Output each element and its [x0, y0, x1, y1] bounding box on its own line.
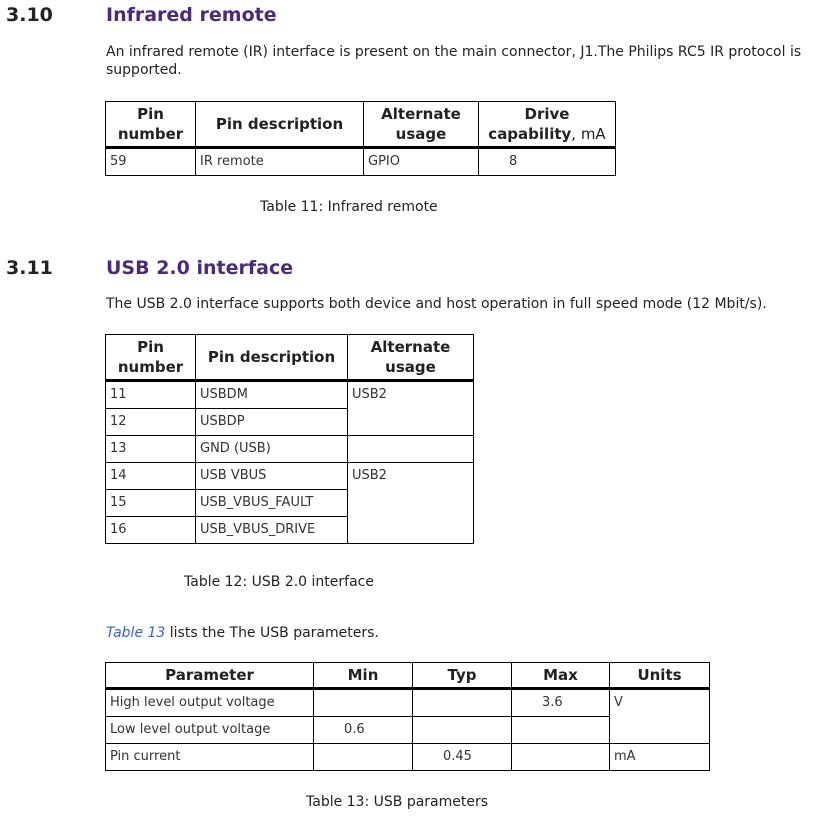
table-cell: Low level output voltage: [106, 717, 314, 744]
table-cell: 15: [106, 490, 196, 517]
col-header-pin-description: Pin description: [196, 102, 364, 148]
col-header-min: Min: [314, 663, 413, 689]
table-cell: GPIO: [364, 148, 479, 176]
table-cell: USB2: [348, 463, 474, 490]
usb-params-table: [105, 662, 710, 771]
table-cell: USB_VBUS_DRIVE: [196, 517, 348, 544]
table-row: [106, 409, 474, 436]
drive-capability-label: Drive capability: [488, 105, 572, 143]
table-cell: 8: [479, 148, 616, 176]
table-caption: Table 12: USB 2.0 interface: [184, 574, 374, 590]
table-row: [106, 463, 474, 490]
section-title: Infrared remote: [106, 4, 277, 26]
table-row: [106, 148, 616, 176]
table-cell: 16: [106, 517, 196, 544]
col-header-max: Max: [512, 663, 610, 689]
table-cell: [512, 717, 610, 744]
ir-table: [105, 101, 616, 176]
table-cell: 11: [106, 381, 196, 409]
table-row: [106, 744, 710, 771]
usb-table: [105, 334, 474, 544]
table-cell: 3.6: [512, 689, 610, 717]
section-number: 3.10: [6, 4, 53, 26]
col-header-drive-capability: [479, 102, 616, 148]
table-row: [106, 689, 710, 717]
col-header-alternate-usage: Alternate usage: [364, 102, 479, 148]
table-cell: USBDM: [196, 381, 348, 409]
table-row: [106, 381, 474, 409]
table-cell: [610, 717, 710, 744]
table-cell: [348, 409, 474, 436]
table-cell: 59: [106, 148, 196, 176]
drive-capability-unit: , mA: [571, 125, 606, 143]
col-header-pin-description: Pin description: [196, 335, 348, 381]
table-cell: [413, 689, 512, 717]
table-cell: [348, 436, 474, 463]
intro-text: lists the The USB parameters.: [165, 625, 379, 641]
table-row: [106, 717, 710, 744]
table-cell: [512, 744, 610, 771]
col-header-pin-number: Pin number: [106, 335, 196, 381]
table-cell: [348, 517, 474, 544]
table-cell: USB2: [348, 381, 474, 409]
table-cell: mA: [610, 744, 710, 771]
col-header-alternate-usage: Alternate usage: [348, 335, 474, 381]
table-cell: USBDP: [196, 409, 348, 436]
table-cell: GND (USB): [196, 436, 348, 463]
section-paragraph: The USB 2.0 interface supports both device and host operation in full speed mode (12 Mbit/s).: [106, 296, 767, 312]
intro-paragraph: [106, 624, 379, 642]
table-cell: [348, 490, 474, 517]
section-number: 3.11: [6, 257, 53, 279]
table-cell: [413, 717, 512, 744]
table-cell: [314, 744, 413, 771]
table-13-link[interactable]: Table 13: [106, 625, 166, 641]
table-cell: Pin current: [106, 744, 314, 771]
table-cell: IR remote: [196, 148, 364, 176]
table-cell: High level output voltage: [106, 689, 314, 717]
col-header-typ: Typ: [413, 663, 512, 689]
table-cell: 14: [106, 463, 196, 490]
section-title: USB 2.0 interface: [106, 257, 294, 279]
col-header-parameter: Parameter: [106, 663, 314, 689]
table-cell: USB VBUS: [196, 463, 348, 490]
table-caption: Table 11: Infrared remote: [260, 199, 438, 215]
table-cell: 12: [106, 409, 196, 436]
table-cell: 0.6: [314, 717, 413, 744]
col-header-units: Units: [610, 663, 710, 689]
table-row: [106, 517, 474, 544]
table-row: [106, 436, 474, 463]
table-caption: Table 13: USB parameters: [306, 794, 489, 810]
table-row: [106, 490, 474, 517]
table-cell: USB_VBUS_FAULT: [196, 490, 348, 517]
col-header-pin-number: Pin number: [106, 102, 196, 148]
table-cell: 0.45: [413, 744, 512, 771]
section-paragraph: An infrared remote (IR) interface is present on the main connector, J1.The Philips RC5 IR protocol is supported.: [106, 44, 802, 78]
table-cell: 13: [106, 436, 196, 463]
table-cell: V: [610, 689, 710, 717]
table-cell: [314, 689, 413, 717]
